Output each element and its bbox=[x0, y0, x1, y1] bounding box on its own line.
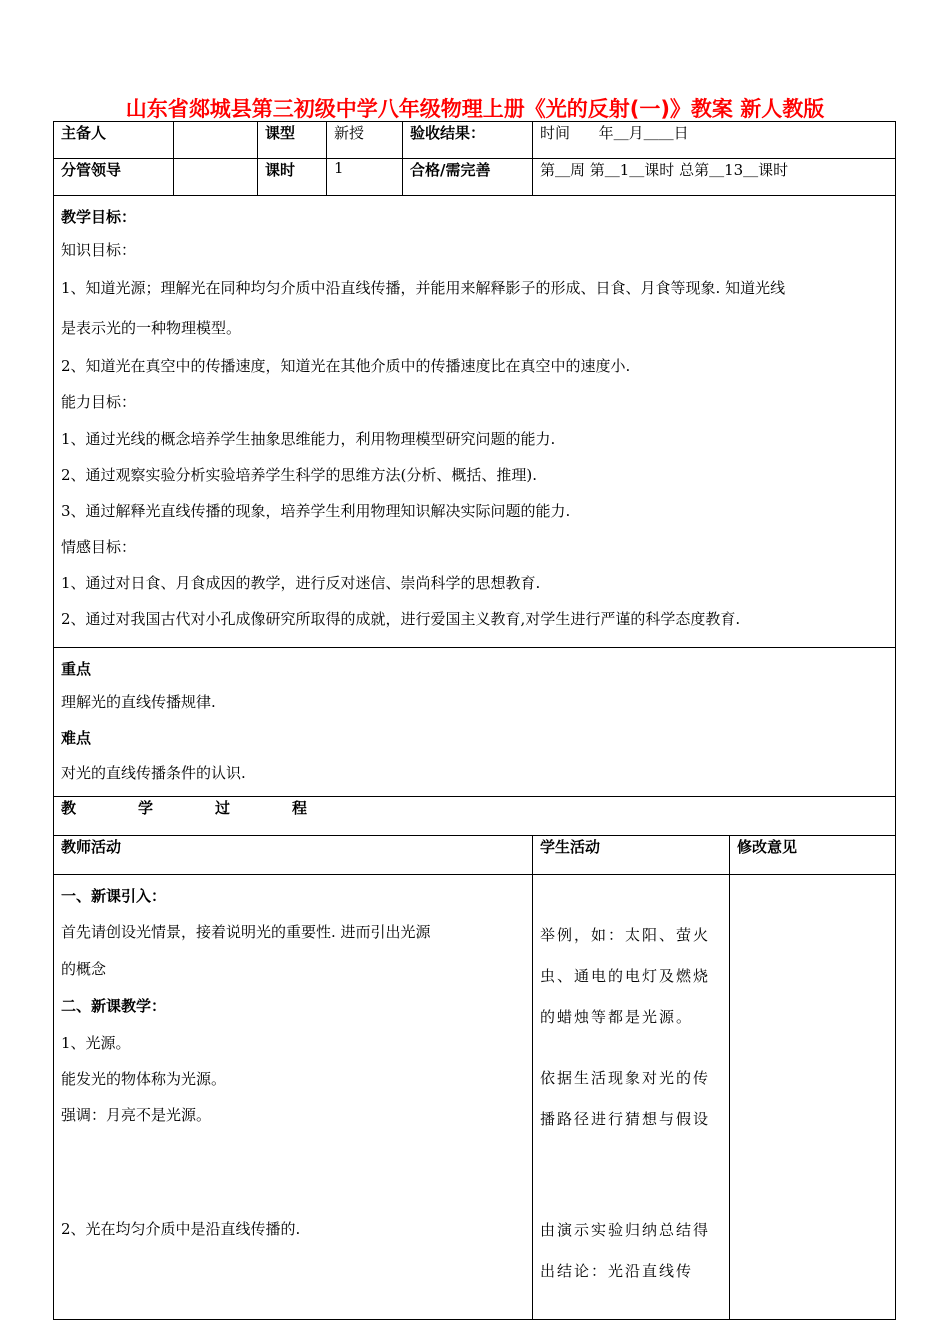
check-result-label: 验收结果： bbox=[403, 122, 533, 159]
emotion-label: 情感目标： bbox=[61, 538, 137, 556]
light-source-definition: 能发光的物体称为光源。 bbox=[61, 1070, 227, 1088]
teacher-activity-header: 教师活动 bbox=[54, 836, 533, 875]
lesson-type-value: 新授 bbox=[327, 122, 403, 159]
moon-note: 强调：月亮不是光源。 bbox=[61, 1106, 212, 1124]
header-row-2 bbox=[54, 159, 896, 196]
leader-value bbox=[174, 159, 258, 196]
goals-cell bbox=[54, 196, 896, 648]
ability-item-1: 1、通过光线的概念培养学生抽象思维能力，利用物理模型研究问题的能力. bbox=[61, 430, 556, 448]
lesson-plan-table bbox=[53, 121, 896, 1320]
preparer-label: 主备人 bbox=[54, 122, 174, 159]
process-heading-row bbox=[54, 797, 896, 836]
activity-columns-row bbox=[54, 836, 896, 875]
knowledge-label: 知识目标： bbox=[61, 241, 137, 259]
student-line: 的蜡烛等都是光源。 bbox=[540, 1008, 694, 1026]
time-cell bbox=[533, 122, 896, 159]
student-activity-header: 学生活动 bbox=[533, 836, 730, 875]
time-label: 时间 bbox=[540, 124, 571, 142]
difficult-point-text: 对光的直线传播条件的认识. bbox=[61, 764, 246, 782]
straight-line-item: 2、光在均匀介质中是沿直线传播的. bbox=[61, 1220, 301, 1238]
new-teaching-label: 二、新课教学： bbox=[61, 997, 167, 1015]
student-activity-cell bbox=[533, 875, 730, 1320]
revision-cell bbox=[730, 875, 896, 1320]
goals-heading: 教学目标： bbox=[61, 208, 137, 226]
process-heading-char: 学 bbox=[138, 799, 154, 817]
document-title: 山东省郯城县第三初级中学八年级物理上册《光的反射(一)》教案 新人教版 bbox=[125, 97, 825, 121]
process-heading-char: 教 bbox=[61, 799, 77, 817]
student-line: 虫、通电的电灯及燃烧 bbox=[540, 967, 711, 985]
process-heading-char: 过 bbox=[215, 799, 231, 817]
activities-row bbox=[54, 875, 896, 1320]
difficult-point-label: 难点 bbox=[61, 729, 92, 747]
intro-label: 一、新课引入： bbox=[61, 887, 167, 905]
teacher-activity-cell bbox=[54, 875, 533, 1320]
focus-cell bbox=[54, 648, 896, 797]
ability-label: 能力目标： bbox=[61, 393, 137, 411]
student-line: 举例，如：太阳、萤火 bbox=[540, 926, 711, 944]
emotion-item-1: 1、通过对日食、月食成因的教学，进行反对迷信、崇尚科学的思想教育. bbox=[61, 574, 541, 592]
student-line: 出结论：光沿直线传 bbox=[540, 1262, 694, 1280]
lesson-type-label: 课型 bbox=[258, 122, 327, 159]
period-label: 课时 bbox=[258, 159, 327, 196]
goals-row bbox=[54, 196, 896, 648]
knowledge-item-1-cont: 是表示光的一种物理模型。 bbox=[61, 319, 242, 337]
week-text: 第＿周 第＿1＿课时 总第＿13＿课时 bbox=[533, 159, 896, 196]
key-point-label: 重点 bbox=[61, 660, 92, 678]
revision-header: 修改意见 bbox=[730, 836, 896, 875]
ability-item-2: 2、通过观察实验分析实验培养学生科学的思维方法(分析、概括、推理). bbox=[61, 466, 538, 484]
student-line: 由演示实验归纳总结得 bbox=[540, 1221, 711, 1239]
header-row-1 bbox=[54, 122, 896, 159]
key-point-text: 理解光的直线传播规律. bbox=[61, 693, 216, 711]
process-heading-char: 程 bbox=[292, 799, 308, 817]
leader-label: 分管领导 bbox=[54, 159, 174, 196]
ability-item-3: 3、通过解释光直线传播的现象，培养学生利用物理知识解决实际问题的能力. bbox=[61, 502, 571, 520]
date-text: 年＿月＿＿日 bbox=[598, 124, 689, 142]
student-line: 依据生活现象对光的传 bbox=[540, 1069, 711, 1087]
preparer-value bbox=[174, 122, 258, 159]
knowledge-item-1: 1、知道光源；理解光在同种均匀介质中沿直线传播，并能用来解释影子的形成、日食、月食等现象. 知道光线 bbox=[61, 279, 786, 297]
intro-line-1: 首先请创设光情景，接着说明光的重要性. 进而引出光源 bbox=[61, 923, 431, 941]
knowledge-item-2: 2、知道光在真空中的传播速度，知道光在其他介质中的传播速度比在真空中的速度小. bbox=[61, 357, 631, 375]
intro-line-2: 的概念 bbox=[61, 960, 107, 978]
light-source-item: 1、光源。 bbox=[61, 1034, 131, 1052]
pass-label: 合格/需完善 bbox=[403, 159, 533, 196]
emotion-item-2: 2、通过对我国古代对小孔成像研究所取得的成就，进行爱国主义教育,对学生进行严谨的科学态度教育. bbox=[61, 610, 741, 628]
period-value: 1 bbox=[327, 159, 403, 196]
student-line: 播路径进行猜想与假设 bbox=[540, 1110, 711, 1128]
process-heading bbox=[54, 797, 896, 836]
focus-row bbox=[54, 648, 896, 797]
